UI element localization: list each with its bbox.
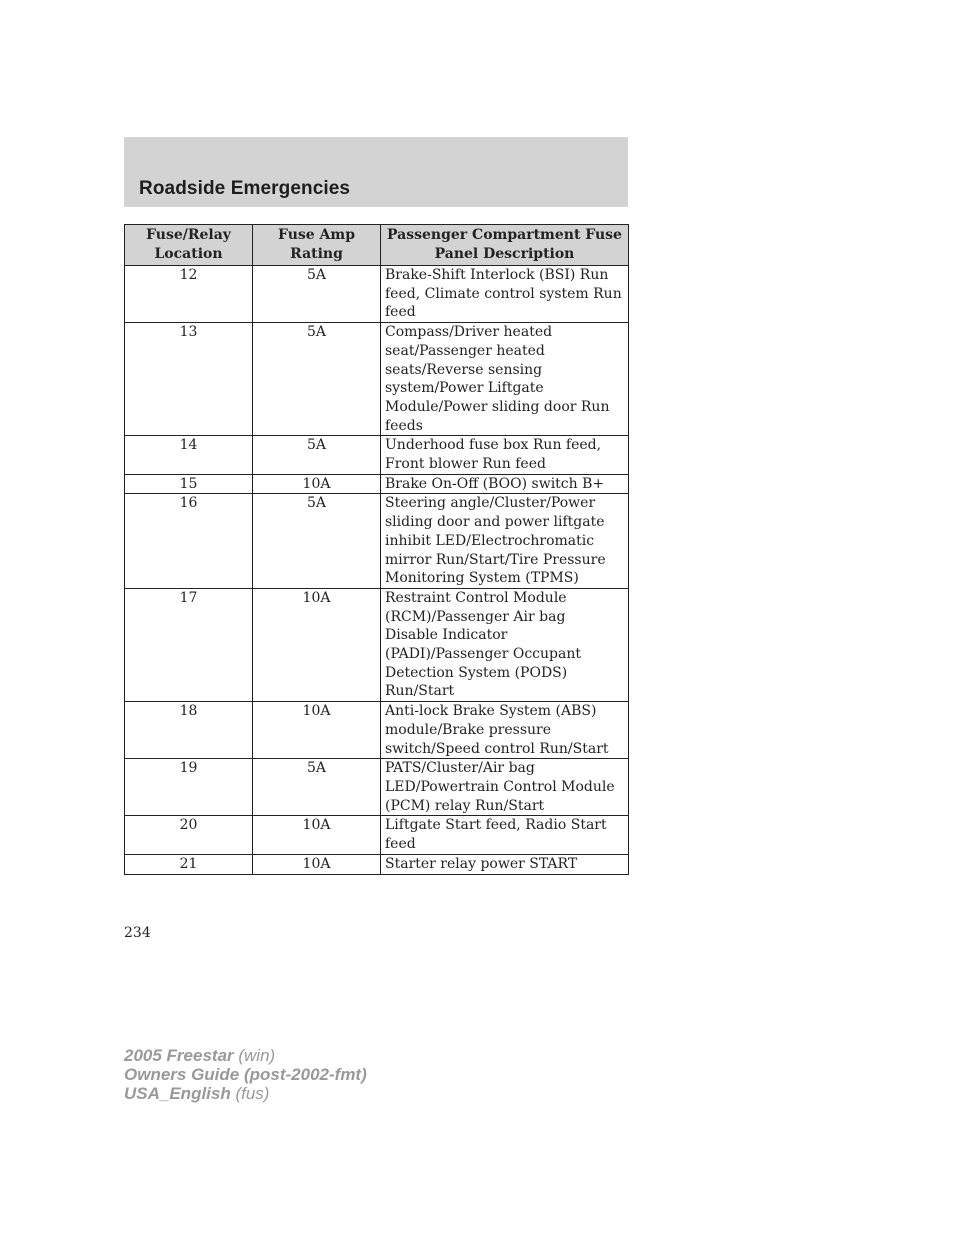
- footer-guide-name: Owners Guide (post-2002-fmt): [124, 1065, 367, 1084]
- footer-line-guide: [124, 1065, 367, 1084]
- fuse-amp-rating: 10A: [253, 854, 381, 874]
- fuse-description: Underhood fuse box Run feed, Front blower Run feed: [381, 436, 629, 474]
- footer-locale: USA_English: [124, 1084, 231, 1103]
- footer-line-model: [124, 1046, 367, 1065]
- fuse-location: 12: [125, 266, 253, 323]
- fuse-amp-rating: 5A: [253, 323, 381, 436]
- page-number: 234: [124, 925, 151, 941]
- fuse-location: 13: [125, 323, 253, 436]
- table-row: [125, 816, 629, 854]
- table-row: [125, 854, 629, 874]
- fuse-amp-rating: 5A: [253, 494, 381, 589]
- fuse-description: Anti-lock Brake System (ABS) module/Brake pressure switch/Speed control Run/Start: [381, 702, 629, 759]
- fuse-description: Starter relay power START: [381, 854, 629, 874]
- fuse-location: 17: [125, 588, 253, 701]
- fuse-location: 18: [125, 702, 253, 759]
- fuse-amp-rating: 10A: [253, 702, 381, 759]
- column-header-amp-rating: Fuse Amp Rating: [253, 225, 381, 266]
- fuse-amp-rating: 10A: [253, 474, 381, 494]
- column-header-description: Passenger Compartment Fuse Panel Description: [381, 225, 629, 266]
- footer-model-code: (win): [233, 1046, 276, 1065]
- fuse-description: Liftgate Start feed, Radio Start feed: [381, 816, 629, 854]
- table-row: [125, 759, 629, 816]
- fuse-description: Restraint Control Module (RCM)/Passenger Air bag Disable Indicator (PADI)/Passenger Occupant Detection System (PODS) Run/Start: [381, 588, 629, 701]
- footer-model-year: 2005 Freestar: [124, 1046, 234, 1065]
- fuse-amp-rating: 5A: [253, 436, 381, 474]
- fuse-location: 19: [125, 759, 253, 816]
- fuse-table: [124, 224, 629, 875]
- fuse-location: 20: [125, 816, 253, 854]
- fuse-location: 21: [125, 854, 253, 874]
- fuse-description: Brake-Shift Interlock (BSI) Run feed, Climate control system Run feed: [381, 266, 629, 323]
- fuse-location: 14: [125, 436, 253, 474]
- fuse-amp-rating: 10A: [253, 816, 381, 854]
- fuse-location: 15: [125, 474, 253, 494]
- table-row: [125, 323, 629, 436]
- fuse-amp-rating: 10A: [253, 588, 381, 701]
- footer-line-locale: [124, 1084, 367, 1103]
- fuse-description: PATS/Cluster/Air bag LED/Powertrain Control Module (PCM) relay Run/Start: [381, 759, 629, 816]
- fuse-amp-rating: 5A: [253, 266, 381, 323]
- fuse-location: 16: [125, 494, 253, 589]
- table-row: [125, 266, 629, 323]
- table-row: [125, 494, 629, 589]
- table-row: [125, 474, 629, 494]
- document-footer: [124, 1046, 367, 1103]
- table-header-row: [125, 225, 629, 266]
- section-header-band: [124, 137, 628, 207]
- table-row: [125, 588, 629, 701]
- column-header-location: Fuse/Relay Location: [125, 225, 253, 266]
- fuse-description: Steering angle/Cluster/Power sliding door and power liftgate inhibit LED/Electrochromatic mirror Run/Start/Tire Pressure Monitoring System (TPMS): [381, 494, 629, 589]
- fuse-description: Brake On-Off (BOO) switch B+: [381, 474, 629, 494]
- table-row: [125, 702, 629, 759]
- footer-locale-code: (fus): [230, 1084, 270, 1103]
- fuse-amp-rating: 5A: [253, 759, 381, 816]
- section-title: Roadside Emergencies: [139, 178, 351, 199]
- fuse-description: Compass/Driver heated seat/Passenger heated seats/Reverse sensing system/Power Liftgate Module/Power sliding door Run feeds: [381, 323, 629, 436]
- table-row: [125, 436, 629, 474]
